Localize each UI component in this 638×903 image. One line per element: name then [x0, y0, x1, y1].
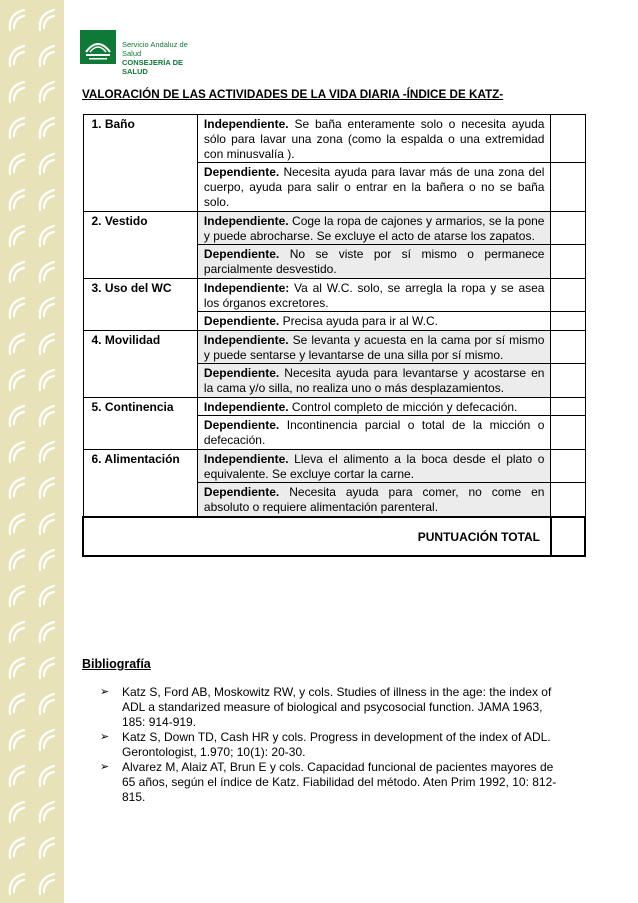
activity-row-independent [83, 450, 585, 483]
bibliography-text: Katz S, Down TD, Cash HR y cols. Progress in development of the index of ADL. Gerontologist, 1.970; 10(1): 20-30. [122, 730, 551, 759]
dependent-score-cell[interactable] [551, 483, 585, 518]
independent-score-cell[interactable] [551, 212, 585, 245]
dependent-label: Dependiente. [203, 165, 280, 179]
leaf-ornament [40, 370, 54, 390]
leaf-ornament [40, 766, 54, 786]
decorative-side-strip [0, 0, 64, 903]
bibliography-text: Alvarez M, Alaiz AT, Brun E y cols. Capacidad funcional de pacientes mayores de 65 años, según el índice de Katz. Fiabilidad del método. Aten Prim 1992, 10: 812-815. [122, 760, 557, 804]
leaf-ornament [10, 766, 24, 786]
independent-label: Independiente. [203, 400, 289, 414]
leaf-ornament [40, 874, 54, 894]
leaf-ornament [10, 190, 24, 210]
bibliography-list [100, 685, 560, 805]
total-row [83, 517, 585, 556]
activity-row-independent [83, 115, 585, 163]
independent-label: Independiente. [203, 214, 289, 228]
dependent-text: No se viste por sí mismo o permanece parcialmente desvestido. [203, 247, 545, 276]
leaf-ornament [40, 334, 54, 354]
leaf-ornament [40, 838, 54, 858]
independent-description [197, 115, 551, 163]
leaf-ornament [40, 406, 54, 426]
dependent-label: Dependiente. [203, 247, 280, 261]
page-title: VALORACIÓN DE LAS ACTIVIDADES DE LA VIDA DIARIA -ÍNDICE DE KATZ- [82, 88, 504, 101]
junta-andalucia-logo [80, 30, 200, 76]
leaf-ornament [10, 154, 24, 174]
independent-label: Independiente. [203, 452, 289, 466]
independent-description [197, 212, 551, 245]
bibliography-item [100, 685, 560, 730]
leaf-ornament [40, 190, 54, 210]
leaf-ornament [10, 802, 24, 822]
independent-label: Independiente. [203, 117, 289, 131]
activity-label: 3. Uso del WC [83, 279, 197, 331]
leaf-ornament [10, 298, 24, 318]
leaf-ornament [40, 514, 54, 534]
leaf-ornament [40, 118, 54, 138]
leaf-ornament [40, 154, 54, 174]
dependent-text: Necesita ayuda para lavar más de una zona del cuerpo, ayuda para salir o entrar en la bañera o no se baña solo. [203, 165, 545, 209]
bibliography-heading: Bibliografía [82, 657, 151, 671]
leaf-ornament [40, 802, 54, 822]
dependent-score-cell[interactable] [551, 364, 585, 398]
leaf-ornament [10, 730, 24, 750]
dependent-description [197, 483, 551, 518]
leaf-ornament [10, 694, 24, 714]
leaf-ornament [10, 262, 24, 282]
activity-row-independent [83, 279, 585, 312]
bibliography-item [100, 760, 560, 805]
leaf-ornament [10, 658, 24, 678]
independent-description [197, 279, 551, 312]
leaf-ornament [40, 226, 54, 246]
leaf-ornament [10, 514, 24, 534]
independent-label: Independiente. [203, 333, 289, 347]
bibliography-text: Katz S, Ford AB, Moskowitz RW, y cols. Studies of illness in the age: the index of ADL a standarized measure of biological and psycosocial function. JAMA 1963, 185: 914-919. [122, 685, 552, 729]
dependent-description [197, 364, 551, 398]
activity-row-independent [83, 212, 585, 245]
independent-text: Coge la ropa de cajones y armarios, se la pone y puede abrocharse. Se excluye el acto de atarse los zapatos. [203, 214, 545, 243]
independent-score-cell[interactable] [551, 115, 585, 163]
activity-label: 4. Movilidad [83, 331, 197, 398]
leaf-ornament [10, 550, 24, 570]
activity-label: 5. Continencia [83, 398, 197, 450]
leaf-ornament [40, 550, 54, 570]
activity-row-independent [83, 398, 585, 416]
dependent-description [197, 312, 551, 331]
leaf-ornament [10, 334, 24, 354]
dependent-score-cell[interactable] [551, 312, 585, 331]
leaf-ornament [10, 838, 24, 858]
logo-line-2: CONSEJERÍA DE SALUD [122, 58, 183, 76]
leaf-ornament [10, 370, 24, 390]
dependent-score-cell[interactable] [551, 163, 585, 212]
dependent-label: Dependiente. [203, 366, 280, 380]
leaf-ornament [40, 298, 54, 318]
leaf-ornament [40, 82, 54, 102]
logo-text [122, 40, 200, 76]
dependent-text: Precisa ayuda para ir al W.C. [279, 314, 438, 328]
independent-score-cell[interactable] [551, 398, 585, 416]
dependent-score-cell[interactable] [551, 245, 585, 279]
activity-label: 6. Alimentación [83, 450, 197, 518]
leaf-ornament [40, 694, 54, 714]
bibliography-item [100, 730, 560, 760]
activity-row-independent [83, 331, 585, 364]
total-label: PUNTUACIÓN TOTAL [83, 517, 551, 556]
independent-score-cell[interactable] [551, 331, 585, 364]
independent-text: Se baña enteramente solo o necesita ayuda sólo para lavar una zona (como la espalda o una extremidad con minusvalía ). [203, 117, 545, 161]
arrow-bullet-icon: ➢ [100, 686, 110, 698]
total-score-cell[interactable] [551, 517, 585, 556]
leaf-ornament [40, 622, 54, 642]
dependent-score-cell[interactable] [551, 416, 585, 450]
independent-text: Va al W.C. solo, se arregla la ropa y se asea los órganos excretores. [203, 281, 545, 310]
leaf-ornament [10, 622, 24, 642]
activity-label: 1. Baño [83, 115, 197, 212]
dependent-label: Dependiente. [203, 418, 280, 432]
dependent-description [197, 163, 551, 212]
leaf-ornament [10, 478, 24, 498]
leaf-ornament [40, 442, 54, 462]
leaf-ornament [40, 46, 54, 66]
independent-text: Se levanta y acuesta en la cama por sí mismo y puede sentarse y levantarse de una silla por sí mismo. [203, 333, 545, 362]
dependent-text: Necesita ayuda para comer, no come en absoluto o requiere alimentación parenteral. [203, 485, 545, 514]
independent-description [197, 398, 551, 416]
logo-line-1: Servicio Andaluz de Salud [122, 40, 188, 58]
leaf-ornament [10, 586, 24, 606]
leaf-ornament [40, 262, 54, 282]
leaf-ornament [10, 406, 24, 426]
leaf-ornament [10, 82, 24, 102]
independent-description [197, 331, 551, 364]
independent-score-cell[interactable] [551, 279, 585, 312]
activity-label: 2. Vestido [83, 212, 197, 279]
dependent-description [197, 416, 551, 450]
dependent-text: Necesita ayuda para levantarse y acostarse en la cama y/o silla, no realiza uno o más desplazamientos. [203, 366, 545, 395]
leaf-ornament [40, 730, 54, 750]
dependent-description [197, 245, 551, 279]
independent-text: Lleva el alimento a la boca desde el plato o equivalente. Se excluye cortar la carne. [203, 452, 545, 481]
dependent-text: Incontinencia parcial o total de la micción o defecación. [203, 418, 545, 447]
independent-label: Independiente: [203, 281, 290, 295]
leaf-ornament [10, 46, 24, 66]
leaf-ornament [40, 586, 54, 606]
independent-description [197, 450, 551, 483]
katz-index-table [82, 114, 586, 557]
arrow-bullet-icon: ➢ [100, 761, 110, 773]
independent-text: Control completo de micción y defecación. [288, 400, 518, 414]
dependent-label: Dependiente. [203, 314, 280, 328]
leaf-ornament [10, 10, 24, 30]
arrow-bullet-icon: ➢ [100, 731, 110, 743]
leaf-pattern [0, 0, 64, 903]
dependent-label: Dependiente. [203, 485, 280, 499]
leaf-ornament [40, 658, 54, 678]
leaf-ornament [10, 118, 24, 138]
logo-emblem [80, 30, 116, 64]
independent-score-cell[interactable] [551, 450, 585, 483]
leaf-ornament [40, 10, 54, 30]
leaf-ornament [10, 442, 24, 462]
leaf-ornament [10, 874, 24, 894]
leaf-ornament [10, 226, 24, 246]
leaf-ornament [40, 478, 54, 498]
